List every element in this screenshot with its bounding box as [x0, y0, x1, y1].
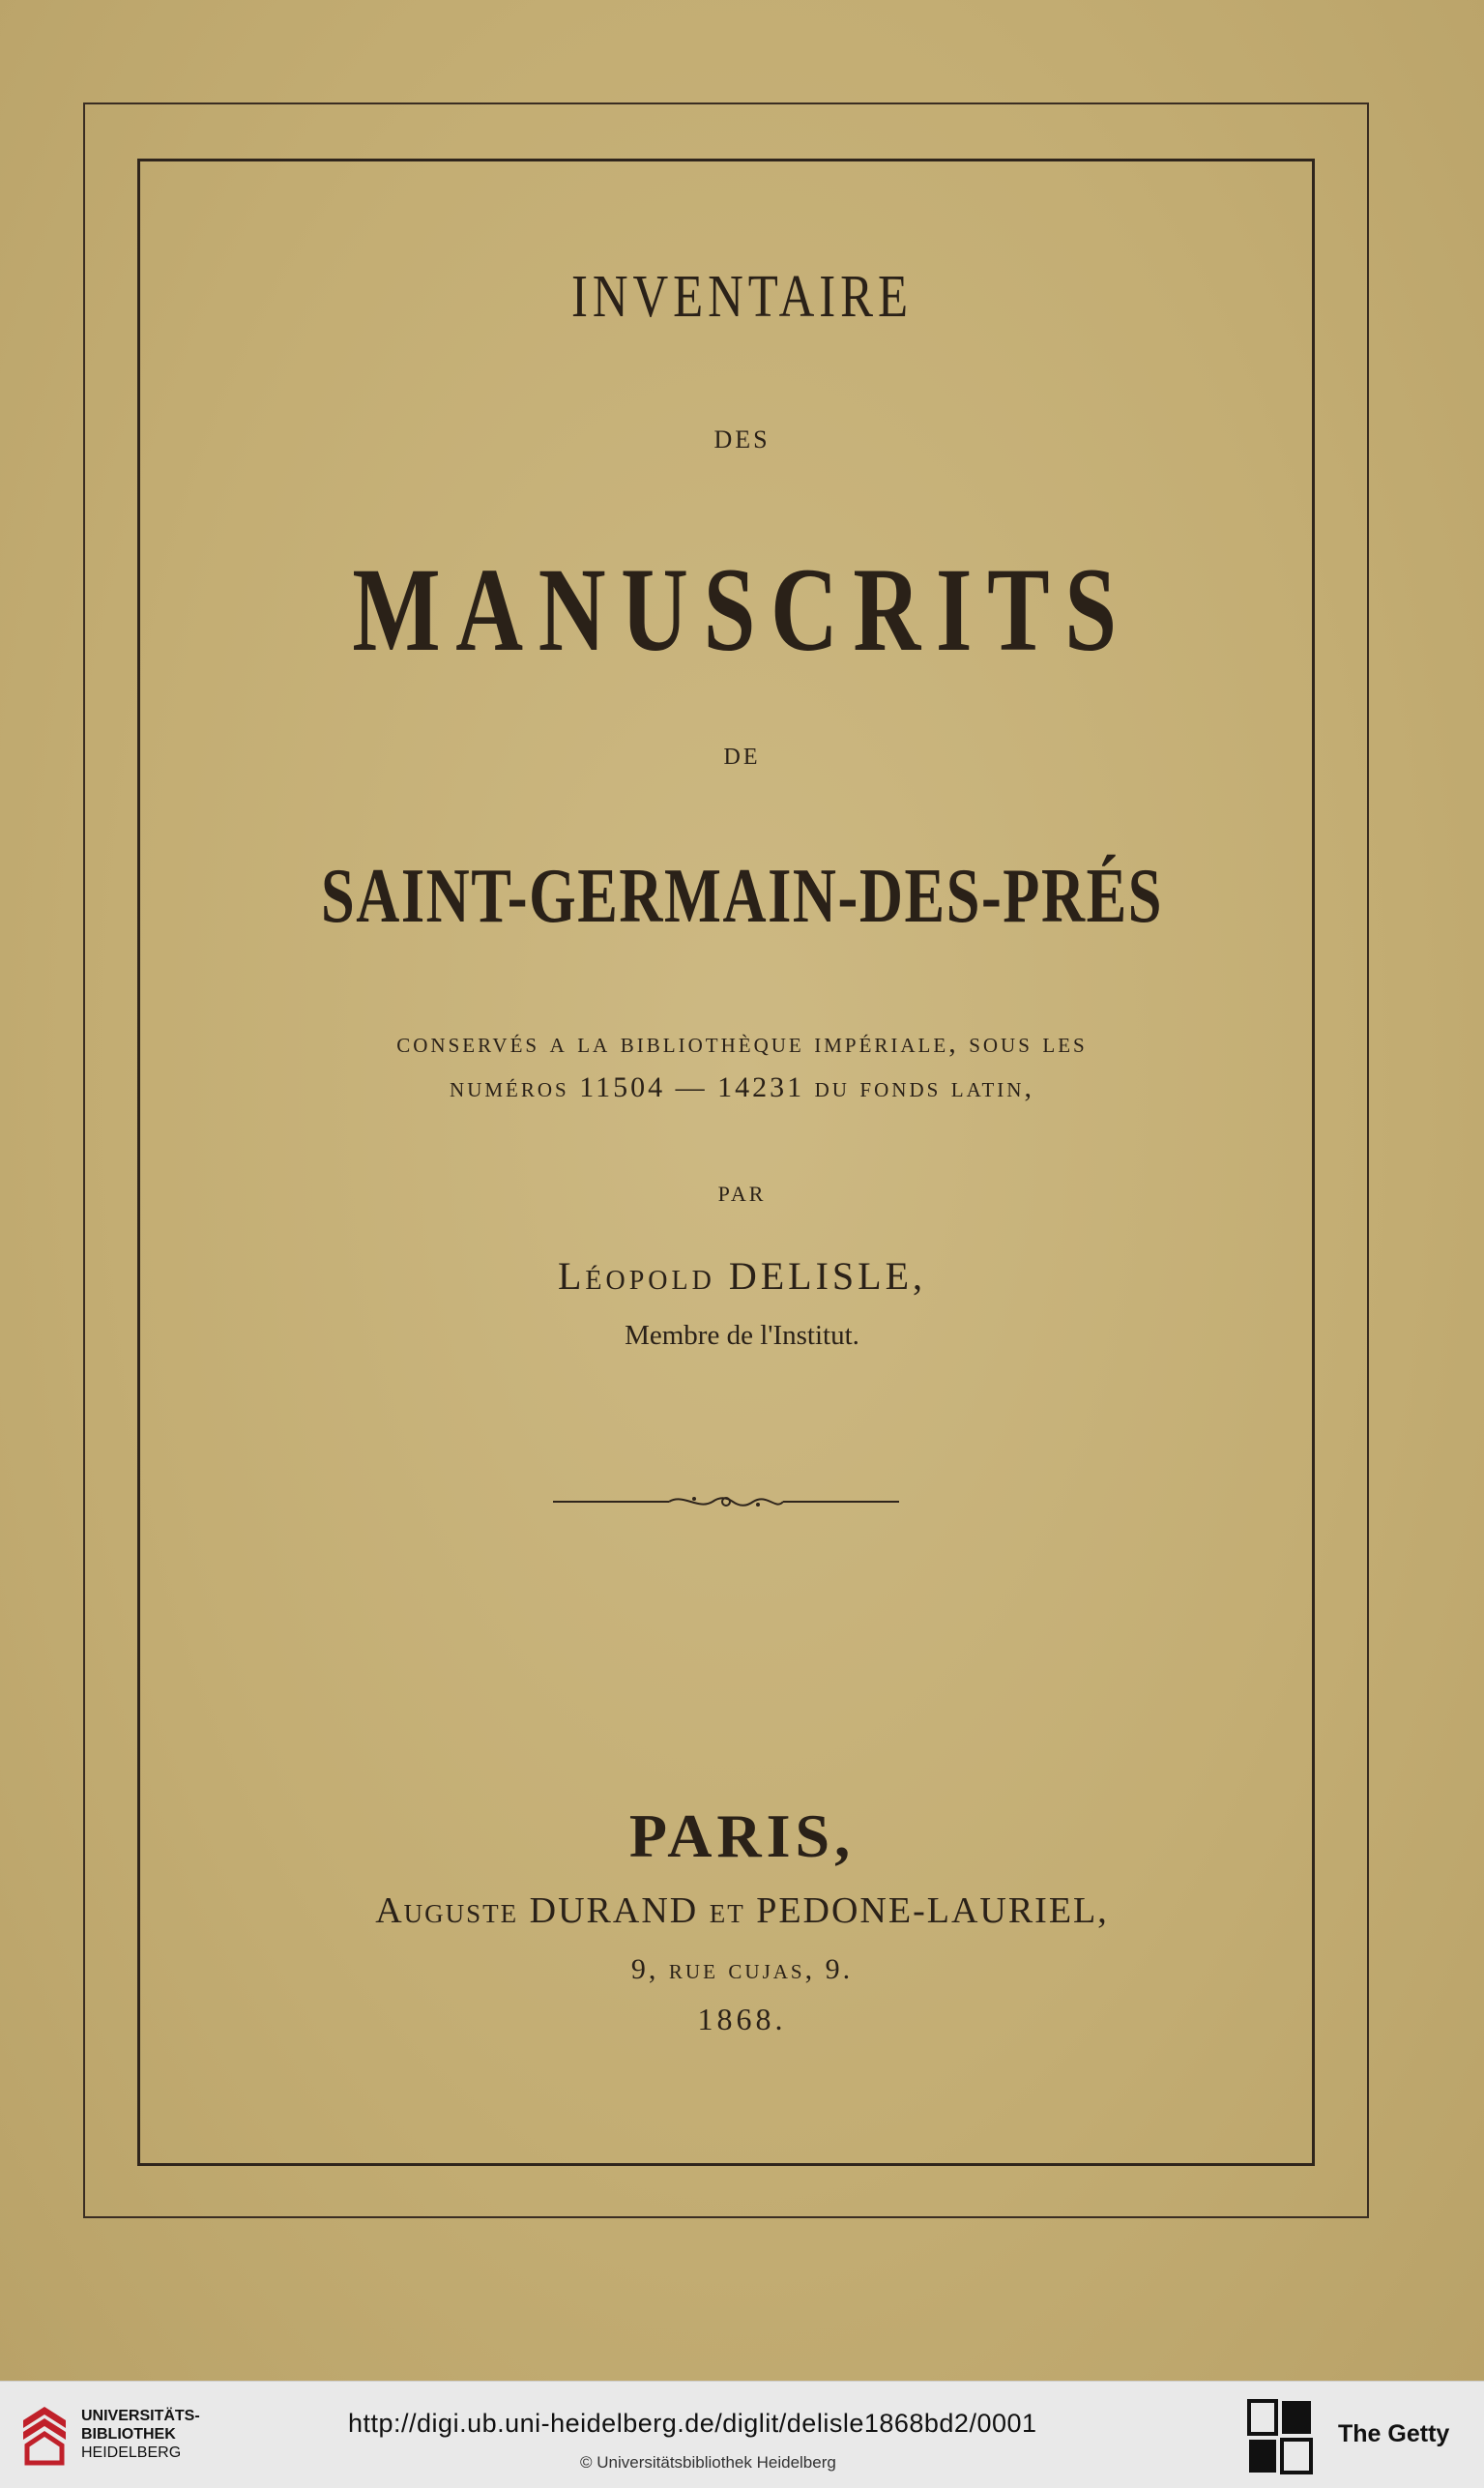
library-name: UNIVERSITÄTS- BIBLIOTHEK HEIDELBERG: [81, 2408, 200, 2461]
university-library-logo-icon: [17, 2403, 72, 2467]
publisher-address: 9, rue cujas, 9.: [630, 1953, 854, 1985]
title-des: DES: [713, 425, 771, 454]
by-label: PAR: [717, 1182, 767, 1206]
author-name: Léopold DELISLE,: [557, 1254, 927, 1298]
permalink-url[interactable]: http://digi.ub.uni-heidelberg.de/diglit/delisle1868bd2/0001: [348, 2409, 1037, 2438]
subtitle-line-2: numéros 11504 — 14231 du fonds latin,: [450, 1071, 1034, 1103]
publisher: Auguste DURAND et PEDONE-LAURIEL,: [375, 1890, 1109, 1931]
title-saint-germain: SAINT-GERMAIN-DES-PRÉS: [320, 854, 1164, 939]
subtitle-line-1: conservés a la bibliothèque impériale, sous les: [396, 1027, 1088, 1059]
title-manuscrits: MANUSCRITS: [352, 543, 1132, 676]
ornament-divider-icon: [553, 1485, 899, 1518]
title-inventaire: INVENTAIRE: [571, 264, 913, 330]
copyright-notice: © Universitätsbibliothek Heidelberg: [580, 2453, 836, 2472]
author-role: Membre de l'Institut.: [625, 1320, 859, 1351]
getty-logo-icon: [1247, 2399, 1313, 2474]
publication-city: PARIS,: [628, 1801, 856, 1870]
getty-name: The Getty: [1338, 2420, 1450, 2447]
digitization-footer: [0, 2381, 1484, 2488]
title-de: DE: [723, 745, 761, 770]
publication-year: 1868.: [697, 2002, 787, 2036]
